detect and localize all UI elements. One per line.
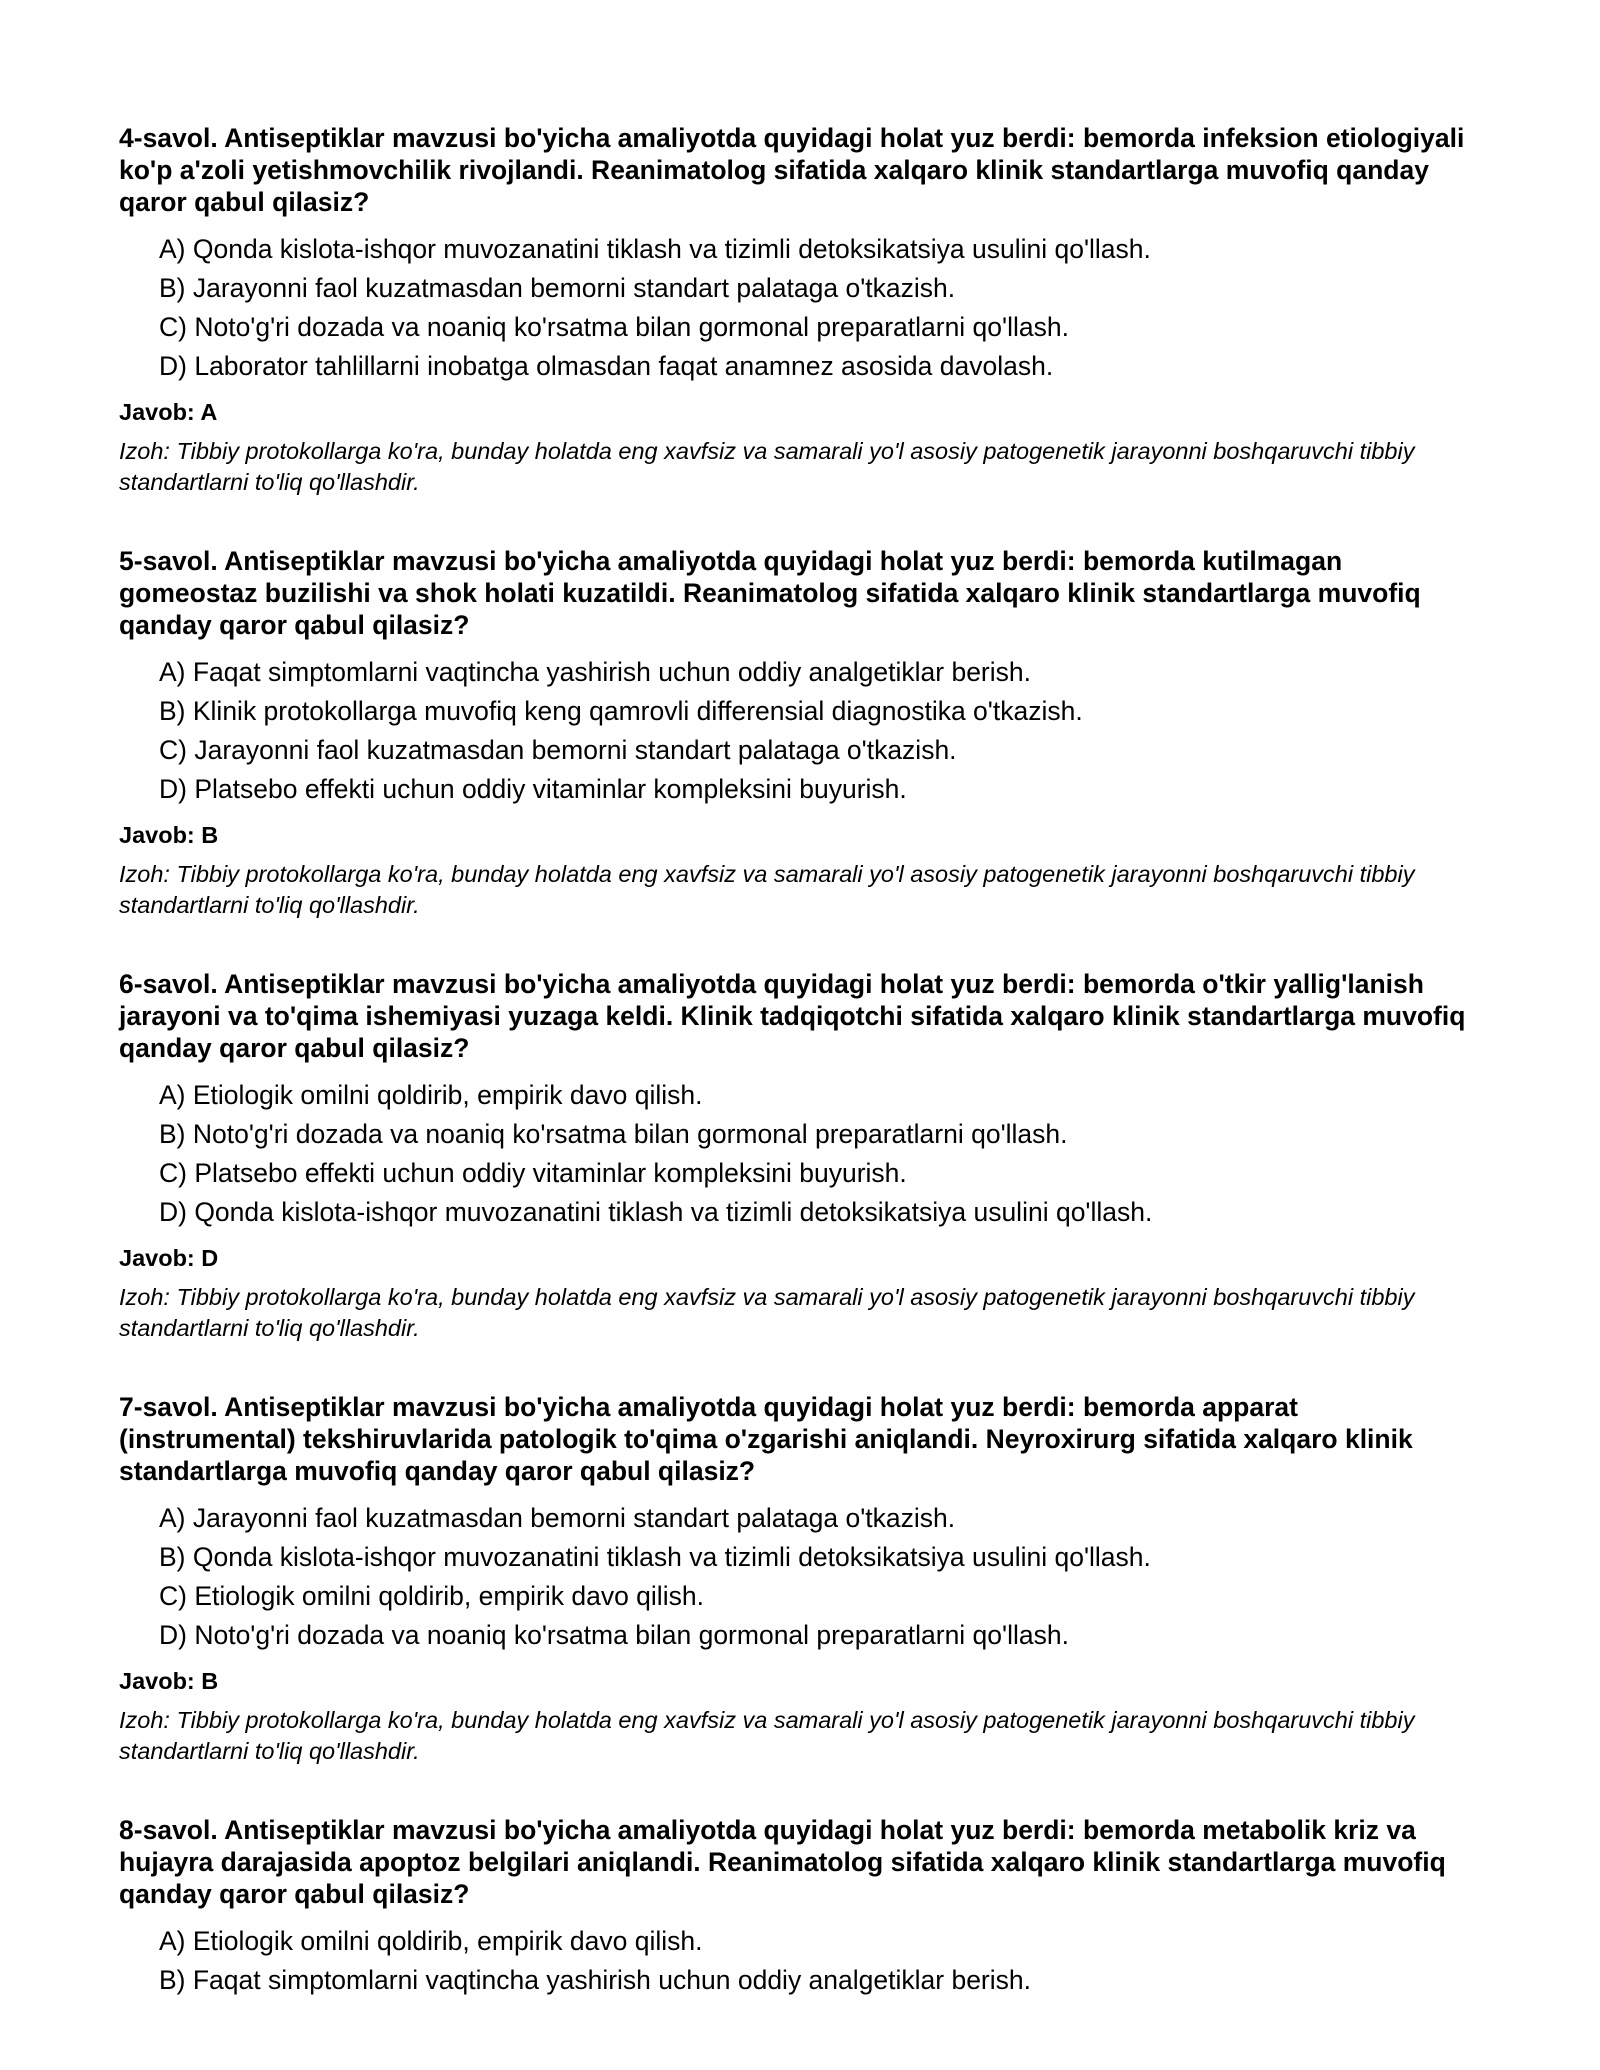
option-c: C) Noto'g'ri dozada va noaniq ko'rsatma bilan gormonal preparatlarni qo'llash. xyxy=(159,312,1069,342)
answer-options xyxy=(119,1076,1482,1232)
option-c: C) Etiologik omilni qoldirib, empirik davo qilish. xyxy=(159,1581,704,1611)
option-d: D) Laborator tahlillarni inobatga olmasdan faqat anamnez asosida davolash. xyxy=(159,351,1054,381)
answer-options xyxy=(119,1922,1482,2000)
explanation-text: Izoh: Tibbiy protokollarga ko'ra, bunday holatda eng xavfsiz va samarali yo'l asosiy patogenetik jarayonni boshqaruvchi tibbiy standartlarni to'liq qo'llashdir. xyxy=(119,1284,1415,1341)
option-a: A) Qonda kislota-ishqor muvozanatini tiklash va tizimli detoksikatsiya usulini qo'llash. xyxy=(159,234,1151,264)
answer-label: Javob: D xyxy=(119,1245,219,1271)
question-5 xyxy=(119,545,1482,921)
option-d: D) Qonda kislota-ishqor muvozanatini tiklash va tizimli detoksikatsiya usulini qo'llash. xyxy=(159,1197,1153,1227)
explanation-text: Izoh: Tibbiy protokollarga ko'ra, bunday holatda eng xavfsiz va samarali yo'l asosiy patogenetik jarayonni boshqaruvchi tibbiy standartlarni to'liq qo'llashdir. xyxy=(119,438,1415,495)
question-text: 7-savol. Antiseptiklar mavzusi bo'yicha amaliyotda quyidagi holat yuz berdi: bemorda apparat (instrumental) tekshiruvlarida patologik to'qima o'zgarishi aniqlandi. Neyroxirurg sifatida xalqaro klinik standartlarga muvofiq qanday qaror qabul qilasiz? xyxy=(119,1392,1413,1486)
option-b: B) Klinik protokollarga muvofiq keng qamrovli differensial diagnostika o'tkazish. xyxy=(159,696,1083,726)
question-text: 8-savol. Antiseptiklar mavzusi bo'yicha amaliyotda quyidagi holat yuz berdi: bemorda metabolik kriz va hujayra darajasida apoptoz belgilari aniqlandi. Reanimatolog sifatida xalqaro klinik standartlarga muvofiq qanday qaror qabul qilasiz? xyxy=(119,1815,1446,1909)
option-a: A) Jarayonni faol kuzatmasdan bemorni standart palataga o'tkazish. xyxy=(159,1503,956,1533)
answer-label: Javob: B xyxy=(119,1668,219,1694)
option-d: D) Platsebo effekti uchun oddiy vitaminlar kompleksini buyurish. xyxy=(159,774,907,804)
explanation-text: Izoh: Tibbiy protokollarga ko'ra, bunday holatda eng xavfsiz va samarali yo'l asosiy patogenetik jarayonni boshqaruvchi tibbiy standartlarni to'liq qo'llashdir. xyxy=(119,1707,1415,1764)
explanation-text: Izoh: Tibbiy protokollarga ko'ra, bunday holatda eng xavfsiz va samarali yo'l asosiy patogenetik jarayonni boshqaruvchi tibbiy standartlarni to'liq qo'llashdir. xyxy=(119,861,1415,918)
option-b: B) Jarayonni faol kuzatmasdan bemorni standart palataga o'tkazish. xyxy=(159,273,956,303)
question-7 xyxy=(119,1391,1482,1767)
option-c: C) Jarayonni faol kuzatmasdan bemorni standart palataga o'tkazish. xyxy=(159,735,957,765)
answer-options xyxy=(119,230,1482,386)
option-a: A) Etiologik omilni qoldirib, empirik davo qilish. xyxy=(159,1080,703,1110)
answer-options xyxy=(119,653,1482,809)
question-4 xyxy=(119,122,1482,498)
option-b: B) Noto'g'ri dozada va noaniq ko'rsatma bilan gormonal preparatlarni qo'llash. xyxy=(159,1119,1068,1149)
answer-label: Javob: B xyxy=(119,822,219,848)
option-b: B) Qonda kislota-ishqor muvozanatini tiklash va tizimli detoksikatsiya usulini qo'llash. xyxy=(159,1542,1151,1572)
question-text: 6-savol. Antiseptiklar mavzusi bo'yicha amaliyotda quyidagi holat yuz berdi: bemorda o'tkir yallig'lanish jarayoni va to'qima ishemiyasi yuzaga keldi. Klinik tadqiqotchi sifatida xalqaro klinik standartlarga muvofiq qanday qaror qabul qilasiz? xyxy=(119,969,1466,1063)
question-8 xyxy=(119,1814,1482,2000)
option-d: D) Noto'g'ri dozada va noaniq ko'rsatma bilan gormonal preparatlarni qo'llash. xyxy=(159,1620,1069,1650)
question-text: 4-savol. Antiseptiklar mavzusi bo'yicha amaliyotda quyidagi holat yuz berdi: bemorda infeksion etiologiyali ko'p a'zoli yetishmovchilik rivojlandi. Reanimatolog sifatida xalqaro klinik standartlarga muvofiq qanday qaror qabul qilasiz? xyxy=(119,123,1465,217)
question-6 xyxy=(119,968,1482,1344)
question-text: 5-savol. Antiseptiklar mavzusi bo'yicha amaliyotda quyidagi holat yuz berdi: bemorda kutilmagan gomeostaz buzilishi va shok holati kuzatildi. Reanimatolog sifatida xalqaro klinik standartlarga muvofiq qanday qaror qabul qilasiz? xyxy=(119,546,1421,640)
option-a: A) Faqat simptomlarni vaqtincha yashirish uchun oddiy analgetiklar berish. xyxy=(159,657,1031,687)
option-b: B) Faqat simptomlarni vaqtincha yashirish uchun oddiy analgetiklar berish. xyxy=(159,1965,1031,1995)
option-c: C) Platsebo effekti uchun oddiy vitaminlar kompleksini buyurish. xyxy=(159,1158,907,1188)
option-a: A) Etiologik omilni qoldirib, empirik davo qilish. xyxy=(159,1926,703,1956)
answer-options xyxy=(119,1499,1482,1655)
answer-label: Javob: A xyxy=(119,399,218,425)
